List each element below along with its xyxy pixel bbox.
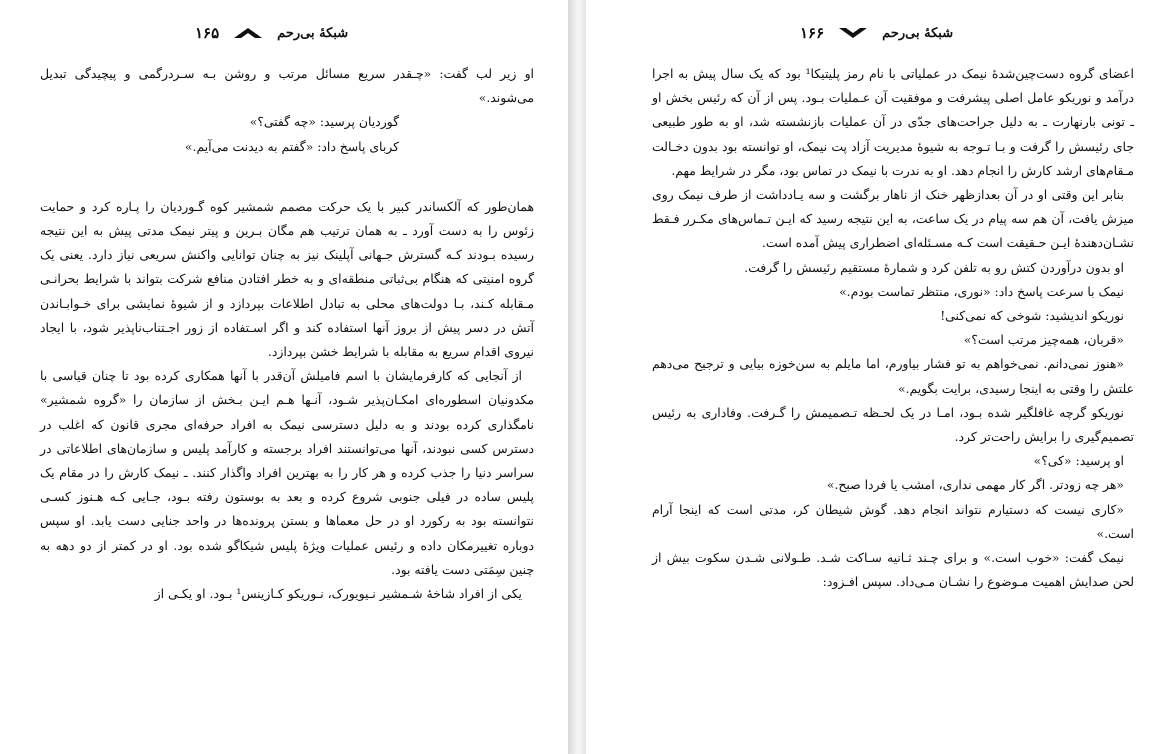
chevron-up-ornament-icon xyxy=(233,26,263,40)
paragraph: نیمک گفت: «خوب است.» و برای چـند ثـانیه سـاکت شـد. طـولانی شـدن سکوت بیش از لحن صدایش اهمیت مـوضوع را نشـان مـی‌داد. سپس افـزود: xyxy=(652,550,1134,590)
paragraph: «هنوز نمی‌دانم. نمی‌خواهم به تو فشار بیاورم، اما مایلم به سن‌خوزه بیایی و ترجیح می‌دهم علتش را وقتی به اینجا رسیدی، برایت بگویم.» xyxy=(652,356,1134,396)
left-page xyxy=(0,0,568,754)
paragraph: «کاری نیست که دستیارم نتواند انجام دهد. گوش شیطان کر، مدتی است که اینجا آرام است.» xyxy=(652,501,1134,541)
running-title: شبکهٔ بی‌رحم xyxy=(882,25,954,41)
paragraph: همان‌طور که آلکساندر کبیر با یک حرکت مصمم شمشیر کوه گـوردیان را پـاره کرد و حمایت زئوس را به دست آورد ـ به همان ترتیب هم مگان بـرین و پیتر نیمک مدتی پیش به این نتیجه رسیده بـودند کـه گسترش جـهانی آپلینک نیز به چنان توانایی واکنش سریعی نیاز دارد. یعنی یک گروه امنیتی که هنگام بی‌ثباتی منطقه‌ای و به خطر افتادن منافع شرکت بتواند با شرایط بحرانـی مـقابله کـند، بـا دولت‌های محلی به تبادل اطلاعات بپردازد و از شیوهٔ نمایشی برای خـوابـاندن آتش در دسر پیش از بروز آنها استفاده کند و اگر اسـتفاده از زور اجـتناب‌ناپذیر شود، با ایجاد نیروی اقدام سریع به مقابله با شرایط خشن بپردازد. xyxy=(40,198,534,360)
paragraph: «قربان، همه‌چیز مرتب است؟» xyxy=(963,332,1124,348)
paragraph: «هر چه زودتر. اگر کار مهمی نداری، امشب یا فردا صبح.» xyxy=(826,477,1124,493)
paragraph: بنابر این وقتی او در آن بعدازظهر خنک از ناهار برگشت و سه یـادداشت از طرف نیمک روی میزش یافت، آن هم سه پیام در یک ساعت، به این نتیجه رسید که ایـن تـماس‌های مکـرر فـقط نشـان‌دهندهٔ ایـن حـقیقت است کـه مسـئله‌ای اضطراری پیش آمده است. xyxy=(652,187,1134,251)
paragraph: گوردیان پرسید: «چه گفتی؟» xyxy=(249,114,399,130)
left-page-body xyxy=(40,62,534,606)
running-title: شبکهٔ بی‌رحم xyxy=(277,25,349,41)
book-gutter xyxy=(568,0,586,754)
right-page-header xyxy=(800,22,953,44)
left-page-header xyxy=(195,22,348,44)
right-page-body xyxy=(652,62,1134,594)
section-break xyxy=(40,159,534,195)
paragraph: یکی از افراد شاخهٔ شـمشیر نـیویورک، نـوریکو کـازینس¹ بـود. او یکـی از xyxy=(154,586,522,602)
chevron-down-ornament-icon xyxy=(838,26,868,40)
page-number: ۱۶۵ xyxy=(195,24,220,42)
paragraph: نوریکو گرچه غافلگیر شده بـود، امـا در یک لحـظه تـصمیمش را گـرفت. وفاداری به رئیس تصمیم‌گیری را برایش راحت‌تر کرد. xyxy=(652,404,1134,445)
paragraph: کربای پاسخ داد: «گفتم به دیدنت می‌آیم.» xyxy=(184,138,399,154)
paragraph: او پرسید: «کی؟» xyxy=(1033,453,1124,469)
paragraph: نوریکو اندیشید: شوخی که نمی‌کنی! xyxy=(940,308,1124,324)
paragraph: از آنجایی که کارفرمایشان با اسم فامیلش آن‌قدر با آنها همکاری کرده بود تا چنان قیاسی با مکدونیان اسطوره‌ای امکـان‌پذیر شـود، آنـها هـم ایـن بـخش از سازمان را «گروه شمشیر» نامگذاری کرده بودند و به دلیل دسترسی نیمک به افراد حرفه‌ای مجری قانون که اغلب در دسترس کسی نبودند، آنها می‌توانستند افراد برجسته و کارآمد پلیس و سازمان‌های اطلاعاتی در سراسر دنیا را جذب کرده و هر کار را به بهترین افراد واگذار کنند. ـ نیمک کارش را در مقام یک پلیس ساده در فیلی جنوبی شروع کرده و بعد به بوستون رفته بـود، جـایی کـه هـنوز کسـی نتوانسته بود به رکورد او در حل معماها و بستن پرونده‌ها در واحد جنایی دست یابد. او سپس دوباره تغییرمکان داده و رئیس عملیات ویژهٔ پلیس شیکاگو شده بود. او در کمتر از دو دهه به چنین سِمَتی دست یافته بود. xyxy=(40,368,534,577)
paragraph: او زیر لب گفت: «چـقدر سریع مسائل مرتب و روشن بـه سـردرگمی و پیچیدگی تبدیل می‌شوند.» xyxy=(40,66,534,106)
paragraph: اعضای گروه دست‌چین‌شدهٔ نیمک در عملیاتی با نام رمز پلیتیکا¹ بود که یک سال پیش به اجرا درآمد و نوریکو عامل اصلی پیشرفت و موفقیت آن عـملیات بـود. پس از آن که رئیس بخش او ـ تونی بارنهارت ـ به دلیل جراحت‌های جدّی در آن عملیات بازنشسته شد، او به طور طبیعی جای رئیسش را گرفت و بـا تـوجه به شیوهٔ مدیریت آزاد پت نیمک، او توانسته بود بدون دخـالت مـقام‌های ارشد کارش را انجام دهد. او به ندرت با نیمک در تماس بود، مگر در شرایط مهم. xyxy=(652,66,1134,178)
paragraph: نیمک با سرعت پاسخ داد: «نوری، منتظر تماست بودم.» xyxy=(839,283,1124,299)
page-number: ۱۶۶ xyxy=(800,24,825,42)
paragraph: او بدون درآوردن کتش رو به تلفن کرد و شمارهٔ مستقیم رئیسش را گرفت. xyxy=(744,259,1124,275)
